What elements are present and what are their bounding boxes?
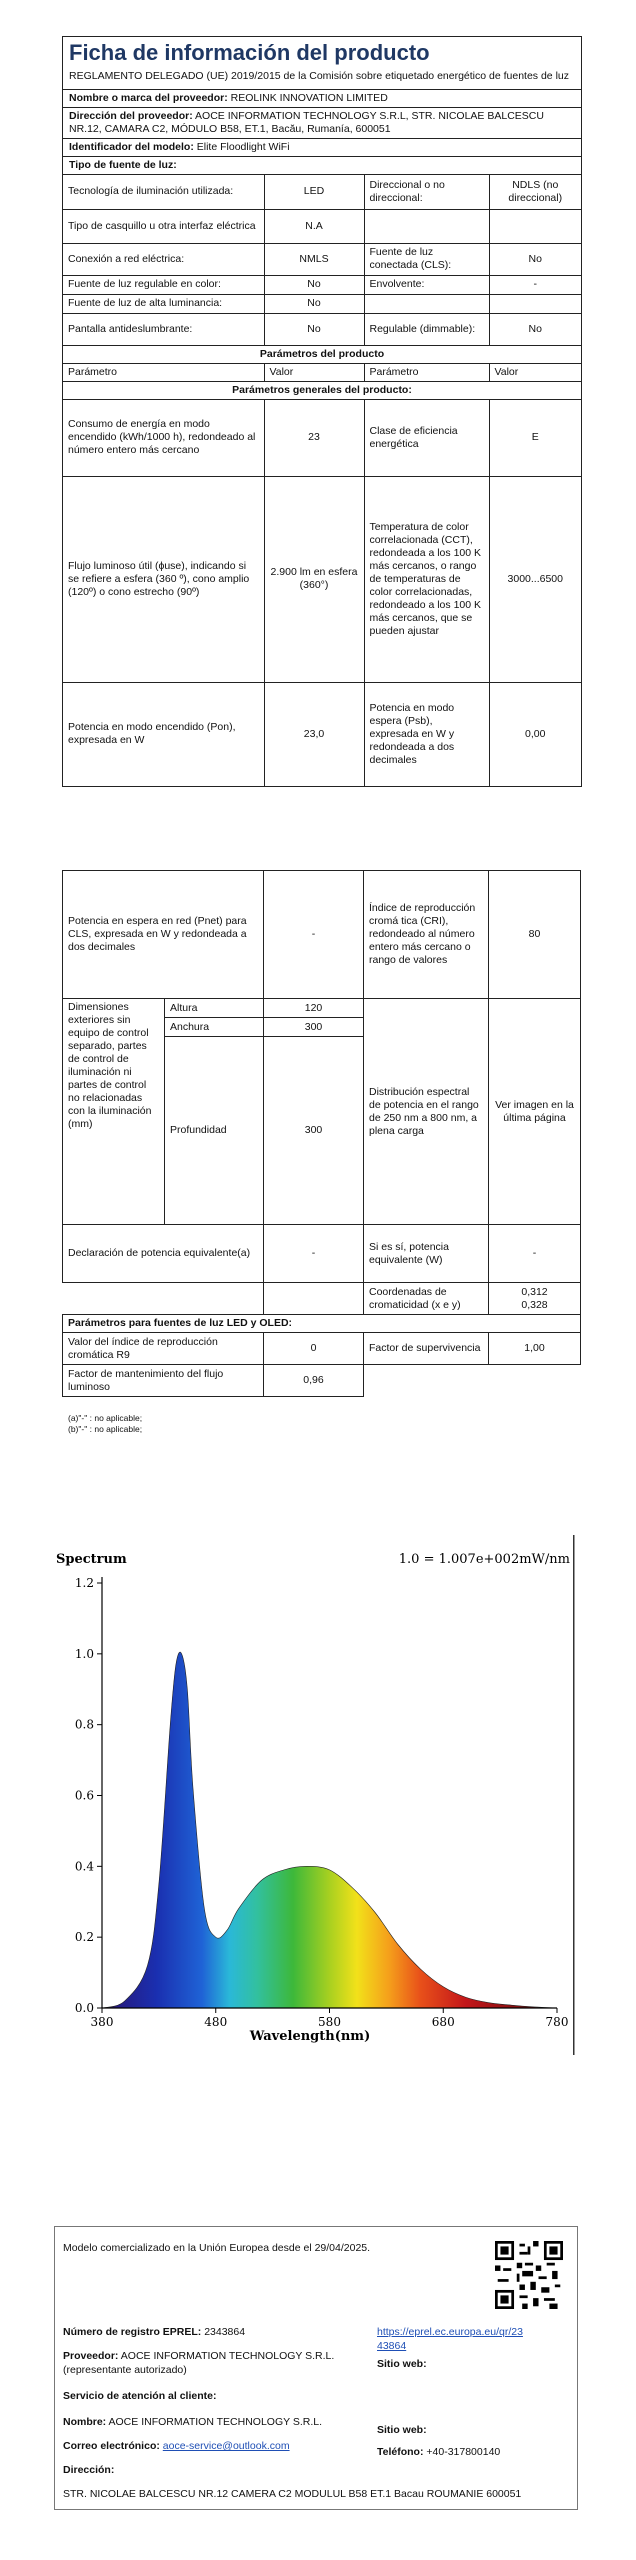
cell: Direccional o no direccional: (364, 175, 489, 209)
cell: Regulable (dimmable): (364, 313, 489, 345)
table-row (63, 175, 581, 209)
depth-label: Profundidad (165, 1037, 264, 1225)
col-header-param: Parámetro (364, 364, 489, 381)
qr-code[interactable] (495, 2241, 563, 2309)
table-row (63, 1283, 581, 1315)
table-row (63, 1225, 581, 1283)
table-row (63, 364, 581, 381)
phone-value: +40-317800140 (426, 2446, 501, 2458)
footnotes (68, 1413, 142, 1435)
x-axis-label: Wavelength(nm) (249, 2029, 371, 2044)
r9-label: Valor del índice de reproducción cromática R9 (63, 1333, 264, 1365)
table-row (63, 275, 581, 294)
dimensions-label: Dimensiones exteriores sin equipo de control separado, partes de control de iluminación ni partes de control no relacionadas con la iluminación (mm) (63, 999, 165, 1225)
y-tick-label: 0.0 (74, 2001, 94, 2015)
footnote-b: (b)"-" : no aplicable; (68, 1424, 143, 1434)
provider-row: Proveedor: AOCE INFORMATION TECHNOLOGY S.R.L. (63, 2350, 335, 2362)
cell: No (489, 313, 581, 345)
x-tick-label: 780 (545, 2015, 569, 2029)
cell: Flujo luminoso útil (ϕuse), indicando si se refiere a esfera (360 º), cono amplio (120º) o cono estrecho (90º) (63, 476, 264, 682)
y-tick-label: 1.0 (74, 1646, 94, 1661)
table-row (63, 682, 581, 786)
table-row (63, 209, 581, 243)
model-row (63, 139, 581, 157)
supplier-name-row (63, 90, 581, 108)
provider-note: (representante autorizado) (63, 2364, 187, 2376)
page-title: Ficha de información del producto (69, 40, 430, 65)
r9-value: 0 (264, 1333, 364, 1365)
eprel-reg-row: Número de registro EPREL: 2343864 (63, 2326, 246, 2338)
service-label: Servicio de atención al cliente: (63, 2390, 217, 2402)
equiv-w-label: Si es sí, potencia equivalente (W) (364, 1225, 489, 1283)
cell: Pantalla antideslumbrante: (63, 313, 264, 345)
col-header-param: Parámetro (63, 364, 264, 381)
cell: 23,0 (264, 682, 364, 786)
cell: Consumo de energía en modo encendido (kWh/1000 h), redondeado al número entero más cercano (63, 400, 264, 476)
cell: 0,00 (489, 682, 581, 786)
cell: 80 (489, 871, 581, 999)
cell: Potencia en modo encendido (Pon), expresada en W (63, 682, 264, 786)
y-tick-label: 0.6 (74, 1788, 94, 1803)
address-label: Dirección: (63, 2464, 115, 2476)
general-params-table (63, 400, 581, 786)
cell: Tipo de casquillo u otra interfaz eléctrica (63, 209, 264, 243)
x-tick-label: 480 (204, 2015, 228, 2029)
product-params-continued (62, 870, 581, 1397)
product-info-sheet (62, 36, 582, 787)
x-tick-label: 580 (318, 2015, 341, 2029)
table-row (63, 1333, 581, 1365)
cell (364, 209, 489, 243)
eprel-reg-value: 2343864 (204, 2326, 246, 2338)
cell: Tecnología de iluminación utilizada: (63, 175, 264, 209)
y-tick-label: 0.2 (74, 1930, 94, 1945)
y-tick-label: 0.8 (74, 1717, 94, 1732)
light-source-type-title: Tipo de fuente de luz: (63, 157, 581, 175)
table-row (63, 1365, 581, 1397)
eprel-box (54, 2226, 578, 2510)
cell: Fuente de luz de alta luminancia: (63, 294, 264, 313)
address-value: STR. NICOLAE BALCESCU NR.12 CAMERA C2 MODULUL B58 ET.1 Bacau ROUMANIE 600051 (63, 2488, 522, 2500)
cell: No (264, 294, 364, 313)
chart-title: Spectrum (56, 1552, 127, 1567)
email-row: Correo electrónico: aoce-service@outlook.com (63, 2440, 290, 2452)
general-params-title: Parámetros generales del producto: (63, 381, 581, 400)
table-row (63, 243, 581, 275)
cell: No (264, 275, 364, 294)
website-label: Sitio web: (377, 2358, 427, 2370)
service-name-row: Nombre: AOCE INFORMATION TECHNOLOGY S.R.L. (63, 2416, 323, 2428)
equiv-value: - (264, 1225, 364, 1283)
table-row (63, 476, 581, 682)
cell: - (489, 275, 581, 294)
spectrum-chart (40, 1535, 596, 2055)
supplier-address-label: Dirección del proveedor: (69, 110, 193, 122)
phone-row: Teléfono: +40-317800140 (377, 2446, 501, 2458)
website2-label: Sitio web: (377, 2424, 427, 2436)
email-link[interactable]: aoce-service@outlook.com (162, 2440, 290, 2452)
width-value: 300 (264, 1018, 364, 1037)
product-params-title: Parámetros del producto (63, 345, 581, 364)
supplier-address-value: AOCE INFORMATION TECHNOLOGY S.R.L, STR. NICOLAE BALCESCU NR.12, CAMARA C2, MÓDULO B58, ET.1, Bacău, Rumanía, 600051 (69, 110, 544, 135)
service-name-value: AOCE INFORMATION TECHNOLOGY S.R.L. (108, 2416, 323, 2428)
cell: Clase de eficiencia energética (364, 400, 489, 476)
cell: 2.900 lm en esfera (360°) (264, 476, 364, 682)
table-row (63, 1315, 581, 1333)
supplier-address-row (63, 108, 581, 139)
depth-value: 300 (264, 1037, 364, 1225)
cell: Conexión a red eléctrica: (63, 243, 264, 275)
survival-value: 1,00 (489, 1333, 581, 1365)
chart-annotation: 1.0 = 1.007e+002mW/nm (398, 1552, 570, 1567)
table-row (63, 294, 581, 313)
spectral-value: Ver imagen en la última página (489, 999, 581, 1225)
plot-area (75, 1576, 569, 2029)
cell: Fuente de luz conectada (CLS): (364, 243, 489, 275)
cell: E (489, 400, 581, 476)
cell (364, 294, 489, 313)
chroma-label: Coordenadas de cromaticidad (x e y) (364, 1283, 489, 1315)
table-row (63, 313, 581, 345)
eprel-link[interactable]: https://eprel.ec.europa.eu/qr/23 43864 (377, 2326, 523, 2352)
table-row (63, 400, 581, 476)
cell: Fuente de luz regulable en color: (63, 275, 264, 294)
cell: Envolvente: (364, 275, 489, 294)
footnote-a: (a)"-" : no aplicable; (68, 1413, 143, 1423)
cell: NDLS (no direccional) (489, 175, 581, 209)
lumen-label: Factor de mantenimiento del flujo luminoso (63, 1365, 264, 1397)
led-params-title: Parámetros para fuentes de luz LED y OLED: (63, 1315, 581, 1333)
cell: Índice de reproducción cromá tica (CRI), redondeado al número entero más cercano o rango de valores (364, 871, 489, 999)
cell (489, 209, 581, 243)
col-header-value: Valor (489, 364, 581, 381)
y-tick-label: 0.4 (74, 1859, 94, 1874)
equiv-w-value: - (489, 1225, 581, 1283)
model-label: Identificador del modelo: (69, 141, 194, 153)
cell: LED (264, 175, 364, 209)
provider-value: AOCE INFORMATION TECHNOLOGY S.R.L. (120, 2350, 335, 2362)
supplier-name-label: Nombre o marca del proveedor: (69, 92, 228, 104)
supplier-name-value: REOLINK INNOVATION LIMITED (230, 92, 388, 104)
equiv-label: Declaración de potencia equivalente(a) (63, 1225, 264, 1283)
table-row (63, 871, 581, 999)
cell: No (489, 243, 581, 275)
cell: N.A (264, 209, 364, 243)
cell: Temperatura de color correlacionada (CCT), redondeada a los 100 K más cercanos, o rango de temperaturas de color correlacionadas, redondeado a los 100 K más cercanos, que se pueden ajustar (364, 476, 489, 682)
cell (489, 294, 581, 313)
cell: 23 (264, 400, 364, 476)
x-tick-label: 380 (90, 2015, 114, 2029)
regulation-text: REGLAMENTO DELEGADO (UE) 2019/2015 de la Comisión sobre etiquetado energético de fuentes de luz (63, 65, 581, 90)
y-tick-label: 1.2 (74, 1576, 94, 1590)
model-value: Elite Floodlight WiFi (196, 141, 290, 153)
cell: NMLS (264, 243, 364, 275)
product-params-header (63, 364, 581, 381)
light-source-type-table (63, 175, 581, 345)
col-header-value: Valor (264, 364, 364, 381)
chroma-values: 0,312 0,328 (489, 1283, 581, 1315)
table-row (63, 999, 581, 1018)
survival-label: Factor de supervivencia (364, 1333, 489, 1365)
cell: Potencia en modo espera (Psb), expresada en W y redondeada a dos decimales (364, 682, 489, 786)
cell: No (264, 313, 364, 345)
spectral-label: Distribución espectral de potencia en el rango de 250 nm a 800 nm, a plena carga (364, 999, 489, 1225)
lumen-value: 0,96 (264, 1365, 364, 1397)
cell: 3000...6500 (489, 476, 581, 682)
height-value: 120 (264, 999, 364, 1018)
height-label: Altura (165, 999, 264, 1018)
width-label: Anchura (165, 1018, 264, 1037)
spectrum-area (102, 1652, 557, 2008)
x-tick-label: 680 (431, 2015, 455, 2029)
cell: - (264, 871, 364, 999)
cell: Potencia en espera en red (Pnet) para CLS, expresada en W y redondeada a dos decimales (63, 871, 264, 999)
market-text: Modelo comercializado en la Unión Europea desde el 29/04/2025. (63, 2242, 371, 2254)
